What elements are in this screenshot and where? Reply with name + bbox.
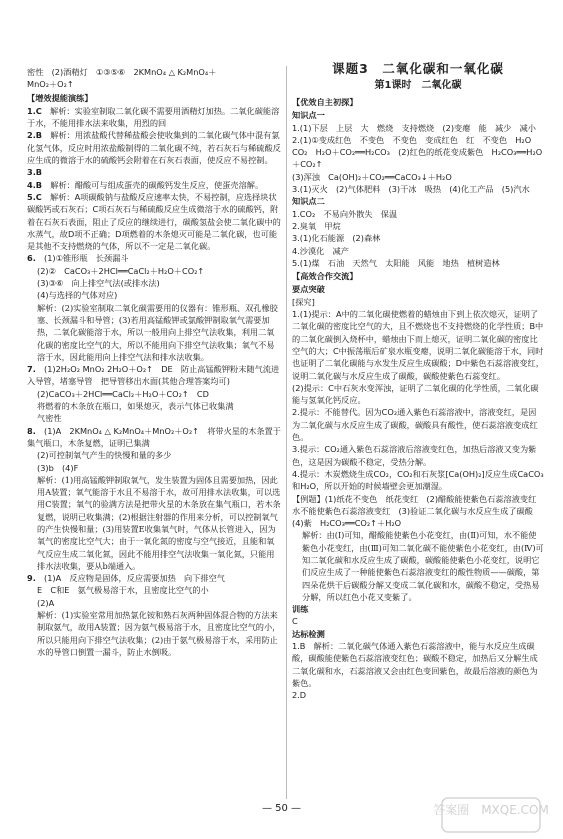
answer-label: 8. <box>27 425 36 436</box>
answer-text: 解析：用浓盐酸代替稀盐酸会使收集到的二氧化碳气体中混有氯化氢气体，反应时用浓盐酸制得的二氧化碳不纯，若石灰石与稀硫酸反应生成的微溶于水的硫酸钙会附着在石灰石表面，使反应不易控制。 <box>27 130 281 166</box>
answer-label: 3.B <box>27 167 43 178</box>
answer-text: (1)①锥形瓶 长颈漏斗 <box>35 253 129 264</box>
answer-text: 解析：实验室制取二氧化碳不需要用酒精灯加热。二氧化碳能溶于水，不能用排水法来收集，用烈的回 <box>27 105 280 129</box>
text-line: C <box>292 616 298 627</box>
answer-label: 2.B <box>27 130 43 141</box>
subsection-heading: 训练 <box>292 604 309 615</box>
lesson-header <box>292 60 544 95</box>
answer-text: (1)A 2KMnO₄ △ K₂MnO₄＋MnO₂＋O₂↑ 将带火星的木条置于集气瓶口，木条复燃，证明已集满 <box>27 425 281 448</box>
subsection-heading: 知识点一 <box>292 110 325 121</box>
text-line: 气密性 <box>37 413 62 424</box>
analysis-paragraph: 解析：(1)用高锰酸钾制取氧气，发生装置为固体且需要加热，因此用A装置；氧气能溶于水且不易溶于水，故可用排水法收集，可以选用C装置；氧气的验满方法是把带火星的木条放在集气瓶口，若木条复燃，说明已收集满；(2)根据注射器的作用来分析，可以控制氧气的产生快慢和量；(3)用装置E收集氧气时，气体从长管进入，因为氧气的密度比空气大；由于一氧化氮的密度与空气接近，且能和氧气反应生成二氧化氮，因此不能用排空气法收集一氧化氮，只能用排水法收集，要从b端通入。 <box>37 474 281 571</box>
text-line: [探究] <box>292 296 315 307</box>
subsection-heading: 要点突破 <box>292 284 325 295</box>
answer-item <box>27 105 282 130</box>
answer-item <box>27 166 282 178</box>
answer-item <box>27 425 282 450</box>
text-line: (4)与选择的气体对应) <box>37 290 118 301</box>
text-line: 1.(1)下层 上层 大 燃烧 支持燃烧 (2)变瘪 能 减少 减小 <box>292 122 536 133</box>
text-line: (2)提示：C中石灰水变浑浊，证明了二氧化碳的化学性质，二氧化碳能与氢氧化钙反应。 <box>292 382 539 406</box>
text-line: 2.D <box>292 690 307 701</box>
analysis-paragraph: 解析：(2)实验室制取二氧化碳需要用的仪器有：锥形瓶、双孔橡胶塞、长颈漏斗和导管；(3)若用高锰酸钾或氯酸钾制取氧气需要加热，二氧化碳能溶于水，所以一般用向上排空气法收集，利用二氧化碳的密度比空气的大，所以不能用向下排空气法收集；氧气不易溶于水，因此能用向上排空气法和排水法收集。 <box>37 302 278 362</box>
text-line: 将燃着的木条放在瓶口，如果熄灭，表示气体已收集满 <box>37 401 234 412</box>
text-line: MnO₂＋O₂↑ <box>27 79 74 90</box>
lesson-subtitle: 第1课时 二氧化碳 <box>374 80 462 91</box>
page-number: — 50 — <box>261 803 302 814</box>
text-line: 3.(1)灭火 (2)气体肥料 (3)干冰 吸热 (4)化工产品 (5)汽水 <box>292 184 530 195</box>
text-line: (2)可控制氧气产生的快慢和量的多少 <box>37 450 172 461</box>
text-line: 5.(1)煤 石油 天然气 太阳能 风能 地热 植树造林 <box>292 257 500 268</box>
text-line: E C和E 氨气极易溶于水，且密度比空气的小 <box>37 585 209 596</box>
answer-text: (1)2H₂O₂ MnO₂ 2H₂O＋O₂↑ DE 防止高锰酸钾粉末随气流进入导管，堵塞导管 把导管移出水面(其他合理答案均可) <box>27 364 280 387</box>
text-line: 1.CO₂ 不易向外散失 保温 <box>292 208 398 219</box>
subsection-heading: 知识点二 <box>292 196 325 207</box>
text-line: 2.(1)①变成红色 不变色 不变色 变成红色 红 不变色 H₂O CO₂ H₂O＋CO₂══H₂CO₃ (2)红色的纸花变成紫色 H₂CO₃══H₂O＋CO₂↑ <box>292 134 543 170</box>
text-line: 密性 (2)酒精灯 ①③⑤⑥ 2KMnO₄ △ K₂MnO₄＋ <box>27 67 217 77</box>
text-line: 3.(1)化石能源 (2)森林 <box>292 233 381 244</box>
text-line: (3)b (4)F <box>37 462 79 473</box>
column-divider <box>286 66 287 799</box>
answer-label: 7. <box>27 364 36 375</box>
text-line: 4.提示：木炭燃烧生成CO₂，CO₂和石灰浆[Ca(OH)₂]反应生成CaCO₃和H₂O，所以开始的时候墙壁会更加潮湿。 <box>292 468 544 492</box>
answer-label: 1.C <box>27 105 42 116</box>
text-line: (2)② CaCO₃＋2HCl══CaCl₂＋H₂O＋CO₂↑ <box>37 265 205 276</box>
left-column <box>27 66 282 658</box>
text-line: 1.(1)提示：A中的二氧化碳使燃着的蜡烛由下到上依次熄灭，证明了二氧化碳的密度比空气的大，且不燃烧也不支持燃烧的化学性质；B中的二氧化碳倒入烧杯中，蜡烛由下而上熄灭，证明二氧化碳的密度比空气的大；C中振荡瓶后矿泉水瓶变瘪，说明二氧化碳能溶于水，同时也证明了二氧化碳能与水发生反应生成碳酸；D中紫色石蕊溶液变红，说明二氧化碳与水反应生成了碳酸，碳酸使紫色石蕊变红。 <box>292 309 544 381</box>
section-heading: 【优效自主初探】 <box>292 97 358 107</box>
analysis-paragraph: 解析：由(Ⅰ)可知，醋酸能使紫色小花变红，由(Ⅱ)可知，水不能使紫色小花变红，由(Ⅲ)可知二氧化碳不能使紫色小花变红，由(Ⅳ)可知二氧化碳和水反应生成了碳酸，碳酸能使紫色小花变红，说明它们反应生成了一种能使紫色石蕊溶液变红的酸性物质——碳酸，第四朵花烘干后碳酸分解又变成二氧化碳和水，碳酸不稳定，受热易分解，所以红色小花又变紫了。 <box>302 530 544 602</box>
text-line: 3.提示：CO₂通入紫色石蕊溶液后溶液变红色，加热后溶液又变为紫色，这是因为碳酸不稳定，受热分解。 <box>292 444 537 467</box>
answer-item <box>27 252 282 264</box>
section-heading: 【增效提能演练】 <box>27 92 93 103</box>
answer-text: 解析：醋酸可与组成蛋壳的碳酸钙发生反应，使蛋壳溶解。 <box>42 179 264 190</box>
answer-item <box>27 191 282 252</box>
text-line: (3)③⑥ 向上排空气法(或排水法) <box>37 278 160 289</box>
answer-label: 4.B <box>27 179 43 190</box>
answer-label: 5.C <box>27 191 42 202</box>
answer-label: 9. <box>27 573 36 584</box>
section-heading: 【高效合作交流】 <box>292 271 358 282</box>
right-column <box>292 95 544 702</box>
analysis-paragraph: 解析：(1)实验室常用加热氯化铵和熟石灰两种固体混合物的方法来制取氨气，故用A装置；因为氨气极易溶于水，且密度比空气的小，所以只能用向下排空气法收集；(2)由于氨气极易溶于水，采用防止水的导管口倒置一漏斗，防止水倒吸。 <box>37 610 281 657</box>
answer-item <box>27 363 282 388</box>
answer-text: 解析：A项碳酸钠与盐酸反应速率太快，不易控制，应选择块状碳酸钙或石灰石；C项石灰石与稀硫酸反应生成微溶于水的硫酸钙，附着在石灰石表面，阻止了反应的继续进行，碳酸氢盐会使二氧化碳中的水蒸气，故D项不正确；D项燃着的木条熄灭可能是二氧化碳，也可能是其他不支持燃烧的气体，所以不一定是二氧化碳。 <box>27 191 281 252</box>
text-line: 2.臭氧 甲烷 <box>292 220 341 231</box>
text-line: (2)A <box>37 597 55 608</box>
lesson-title: 课题3 二氧化碳和一氧化碳 <box>332 61 504 76</box>
text-line: (3)浑浊 Ca(OH)₂＋CO₂══CaCO₃↓＋H₂O <box>292 171 452 182</box>
text-line: 1.B 解析：二氧化碳气体通入紫色石蕊溶液中，能与水反应生成碳酸，碳酸能使紫色石蕊溶液变红色；碳酸不稳定，加热后又分解生成二氧化碳和水，石蕊溶液又会由红色变回紫色，故最后溶液的颜色为紫色。 <box>292 641 538 688</box>
text-line: 4.沙漠化 减产 <box>292 245 349 256</box>
watermark-logo-icon <box>433 797 549 833</box>
answer-item <box>27 572 282 584</box>
text-line: 【例题】(1)纸花不变色 纸花变红 (2)醋酸能使紫色石蕊溶液变红 水不能使紫色石蕊溶液变红 (3)验证二氧化碳与水反应生成了碳酸 (4)紫 H₂CO₃══CO₂↑＋H₂O <box>292 493 545 529</box>
text-line: 2.提示：不能替代。因为CO₂通入紫色石蕊溶液中，溶液变红，是因为二氧化碳与水反应生成了碳酸，碳酸具有酸性，使石蕊溶液变成红色。 <box>292 407 538 443</box>
svg-text:答案圈 MXQE.COM: 答案圈 MXQE.COM <box>433 803 549 817</box>
subsection-heading: 达标检测 <box>292 628 325 639</box>
answer-label: 6. <box>27 253 36 264</box>
answer-item <box>27 129 282 166</box>
answer-text: (1)A 反应物是固体，反应需要加热 向下排空气 <box>35 573 225 584</box>
text-line: (2)CaCO₃＋2HCl══CaCl₂＋H₂O＋CO₂↑ CD <box>37 388 209 399</box>
answer-item <box>27 179 282 191</box>
